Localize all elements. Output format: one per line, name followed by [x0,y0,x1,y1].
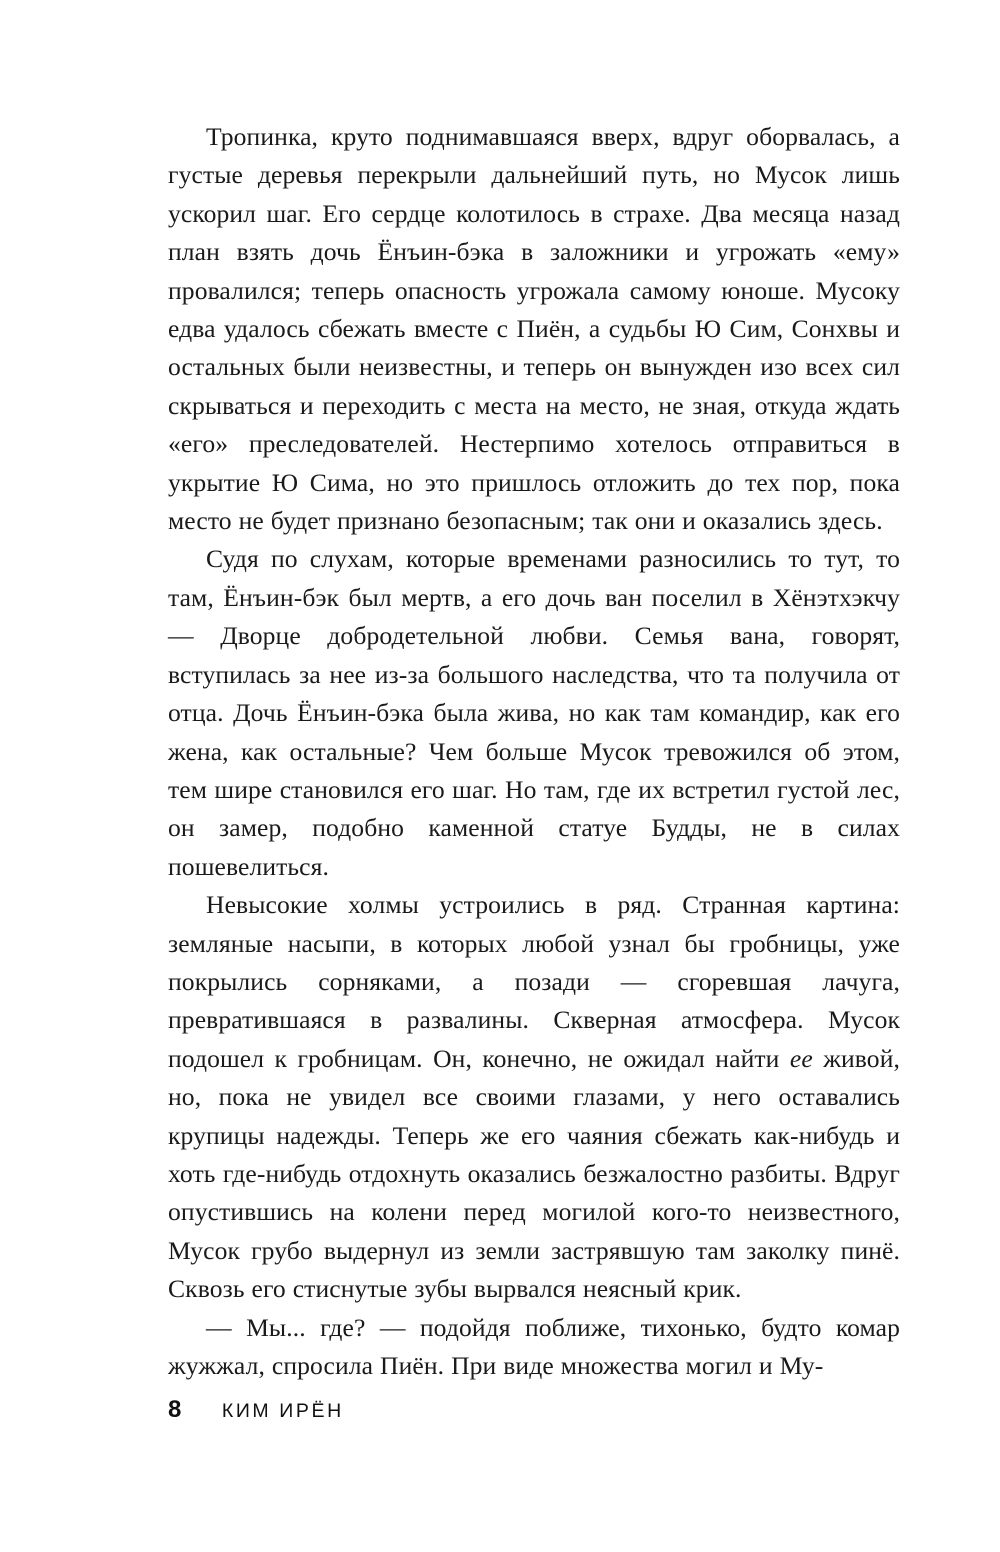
body-text [168,118,900,1385]
paragraph-1: Тропинка, круто поднимавшаяся вверх, вдруг оборвалась, а густые деревья перекрыли дальнейший путь, но Мусок лишь ускорил шаг. Его сердце колотилось в страхе. Два месяца назад план взять дочь Ёнъин-бэка в заложники и угрожать «ему» провалился; теперь опасность угрожала самому юноше. Мусоку едва удалось сбежать вместе с Пиён, а судьбы Ю Сим, Сонхвы и остальных были неизвестны, и теперь он вынужден изо всех сил скрываться и переходить с места на место, не зная, откуда ждать «его» преследователей. Нестерпимо хотелось отправиться в укрытие Ю Сима, но это пришлось отложить до тех пор, пока место не будет признано безопасным; так они и оказались здесь. [168,122,900,536]
paragraph-3-emphasis: ее [789,1043,813,1073]
paragraph-2: Судя по слухам, которые временами разносились то тут, то там, Ёнъин-бэк был мертв, а его дочь ван поселил в Хёнэтхэкчу — Дворце добродетельной любви. Семья вана, говорят, вступилась за нее из-за большого наследства, что та получила от отца. Дочь Ёнъин-бэка была жива, но как там командир, как его жена, как остальные? Чем больше Мусок тревожился об этом, тем шире становился его шаг. Но там, где их встретил густой лес, он замер, подобно каменной статуе Будды, не в силах пошевелиться. [168,544,900,881]
paragraph-3-part-2: живой, но, пока не увидел все своими глазами, у него оставались крупицы надежды. Теперь же его чаяния сбежать как-нибудь и хоть где-нибудь отдохнуть оказались безжалостно разбиты. Вдруг опустившись на колени перед могилой кого-то неизвестного, Мусок грубо выдернул из земли застрявшую там заколку пинё. Сквозь его стиснутые зубы вырвался неясный крик. [168,1043,900,1304]
page-footer [168,1396,900,1424]
paragraph-4: — Мы... где? — подойдя поближе, тихонько, будто комар жужжал, спросила Пиён. При виде множества могил и Му- [168,1312,900,1380]
running-head: КИМ ИРЁН [221,1400,344,1422]
page-number: 8 [168,1396,182,1423]
paragraph-3-part-1: Невысокие холмы устроились в ряд. Странная картина: земляные насыпи, в которых любой узнал бы гробницы, уже покрылись сорняками, а позади — сгоревшая лачуга, превратившаяся в развалины. Скверная атмосфера. Мусок подошел к гробницам. Он, конечно, не ожидал найти [168,890,900,1073]
paragraph-3 [168,886,900,1308]
